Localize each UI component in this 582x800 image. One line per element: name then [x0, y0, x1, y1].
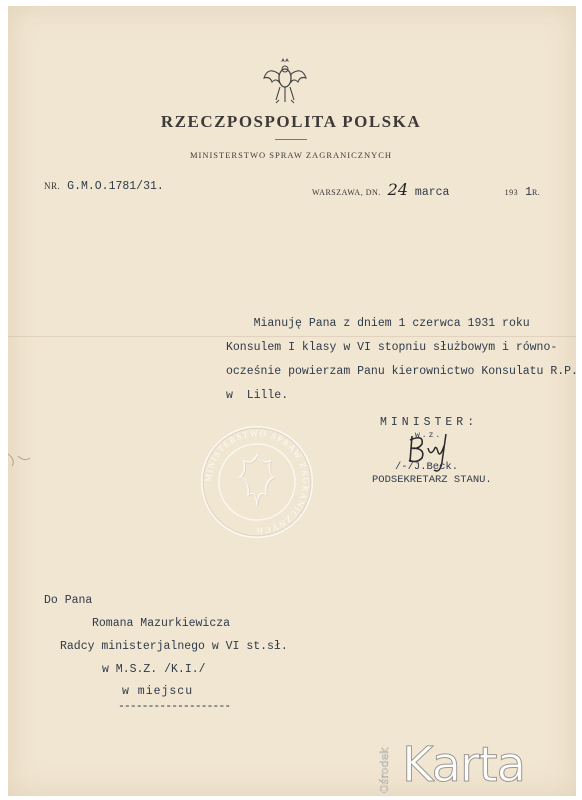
reference-label: NR. [44, 181, 61, 191]
minister-label: MINISTER: [380, 416, 479, 429]
address-line-2: Romana Mazurkiewicza [92, 617, 231, 630]
eagle-emblem-icon [262, 56, 308, 106]
seal-text: MINISTERSTWO SPRAW ZAGRANICZNYCH [202, 427, 312, 537]
address-underline: ------------------- [118, 700, 231, 713]
date-month: marca [414, 186, 450, 199]
watermark-brand: Karta [402, 737, 526, 793]
letterhead-ministry: MINISTERSTWO SPRAW ZAGRANICZNYCH [189, 150, 393, 160]
city-label: WARSZAWA, DN. [312, 188, 381, 197]
date-r-label: R. [531, 188, 541, 197]
letterhead-rule [275, 139, 307, 140]
date-year-prefix: 193 [504, 188, 519, 197]
address-line-1: Do Pana [44, 594, 93, 607]
date-day: 24 [387, 180, 409, 199]
reference-value: G.M.O.1781/31. [67, 180, 164, 193]
letterhead-title: RZECZPOSPOLITA POLSKA [160, 112, 422, 131]
signatory-name: /-/J.Beck. [395, 461, 459, 473]
embossed-seal-icon [200, 425, 315, 540]
date-year-suffix: 1 [525, 186, 532, 199]
watermark-side-text: Ośrodek [378, 747, 391, 793]
address-line-4: w M.S.Z. /K.I./ [102, 663, 206, 676]
reference-number [44, 180, 164, 193]
paper-tear-mark [2, 450, 38, 470]
address-line-3: Radcy ministerjalnego w VI st.sł. [60, 640, 288, 653]
address-line-5: w miejscu [122, 685, 194, 698]
karta-watermark [380, 733, 575, 797]
dateline [312, 180, 540, 199]
appointment-text: Mianuję Pana z dniem 1 czerwca 1931 roku Konsulem I klasy w VI stopniu służbowym i równo- ocześnie powierzam Panu kierownictwo Konsulatu R.P. w Lille. [226, 317, 578, 402]
wz-label: w.z. [415, 431, 443, 440]
signatory-title: PODSEKRETARZ STANU. [372, 474, 492, 486]
